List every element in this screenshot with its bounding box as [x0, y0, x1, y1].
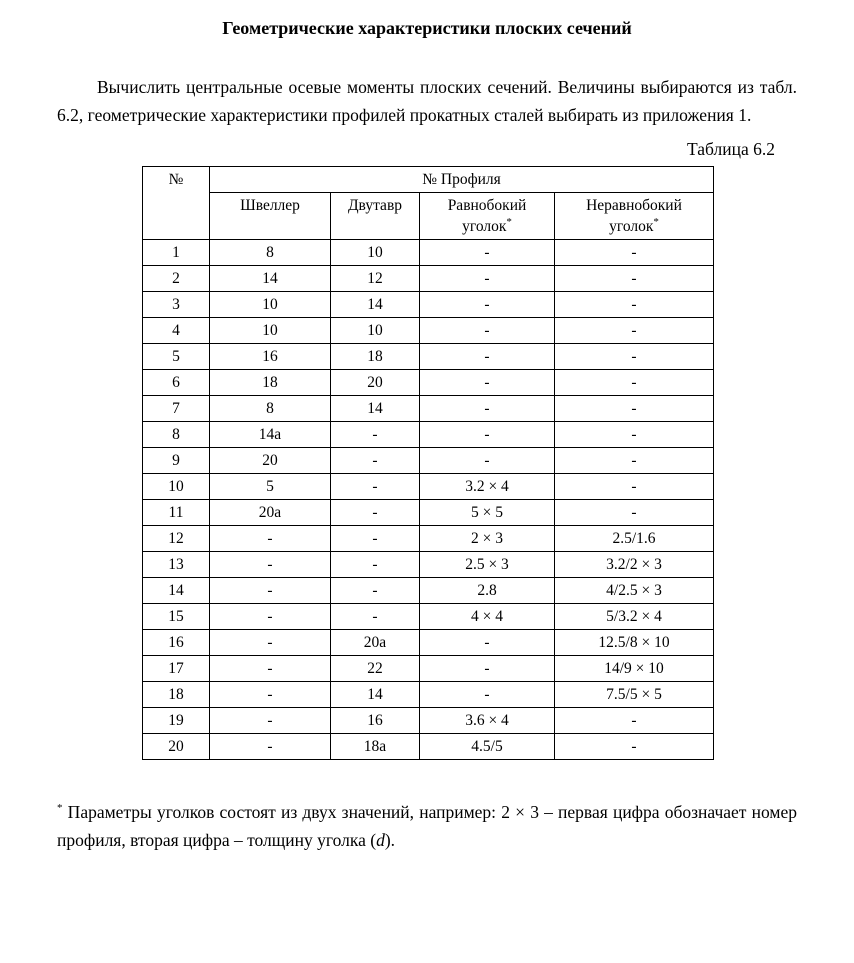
table-cell: 18	[331, 344, 420, 370]
table-row	[143, 266, 714, 292]
table-cell: -	[420, 318, 555, 344]
table-cell: 4.5/5	[420, 734, 555, 760]
table-cell: -	[420, 682, 555, 708]
table-cell: 14/9 × 10	[555, 656, 714, 682]
header-profile-group: № Профиля	[210, 167, 714, 193]
table-cell: -	[555, 500, 714, 526]
footnote-marker-ref: *	[653, 215, 659, 228]
table-cell: 20а	[331, 630, 420, 656]
table-cell: -	[555, 318, 714, 344]
table-row	[143, 604, 714, 630]
table-cell: 14	[210, 266, 331, 292]
table-row	[143, 292, 714, 318]
table-cell: 3.6 × 4	[420, 708, 555, 734]
table-cell: -	[420, 448, 555, 474]
table-cell: 12	[331, 266, 420, 292]
table-cell: 4/2.5 × 3	[555, 578, 714, 604]
table-cell: 14	[143, 578, 210, 604]
table-cell: -	[555, 396, 714, 422]
table-cell: 2	[143, 266, 210, 292]
table-cell: -	[420, 422, 555, 448]
table-cell: 9	[143, 448, 210, 474]
table-cell: 16	[331, 708, 420, 734]
table-cell: 2 × 3	[420, 526, 555, 552]
table-cell: -	[331, 474, 420, 500]
table-cell: -	[331, 422, 420, 448]
table-cell: 3.2/2 × 3	[555, 552, 714, 578]
table-cell: -	[420, 344, 555, 370]
header-ravnobokiy-ugolok	[420, 193, 555, 240]
footnote-marker-ref: *	[506, 215, 512, 228]
table-cell: -	[331, 500, 420, 526]
header-ravnobokiy-line2: уголок*	[462, 215, 512, 235]
table-cell: -	[210, 526, 331, 552]
table-cell: 8	[143, 422, 210, 448]
header-neravnobokiy-ugolok	[555, 193, 714, 240]
table-row	[143, 682, 714, 708]
table-cell: -	[210, 656, 331, 682]
table-cell: 14	[331, 396, 420, 422]
table-row	[143, 656, 714, 682]
table-row	[143, 578, 714, 604]
table-cell: 20	[210, 448, 331, 474]
table-caption: Таблица 6.2	[687, 139, 775, 159]
table-row	[143, 240, 714, 266]
table-cell: -	[210, 682, 331, 708]
table-cell: 2.8	[420, 578, 555, 604]
table-cell: -	[555, 422, 714, 448]
table-cell: -	[420, 396, 555, 422]
table-cell: 5	[210, 474, 331, 500]
header-row-group	[143, 167, 714, 193]
table-cell: 3.2 × 4	[420, 474, 555, 500]
table-cell: 5/3.2 × 4	[555, 604, 714, 630]
table-cell: 14	[331, 682, 420, 708]
footnote-variable: d	[376, 830, 385, 850]
table-cell: -	[210, 630, 331, 656]
table-cell: 15	[143, 604, 210, 630]
intro-paragraph: Вычислить центральные осевые моменты плоских сечений. Величины выбираются из табл. 6.2, геометрические характеристики профилей прокатных сталей выбирать из приложения 1.	[57, 77, 797, 125]
table-cell: -	[555, 474, 714, 500]
table-cell: 12	[143, 526, 210, 552]
table-header	[143, 167, 714, 240]
table-row	[143, 708, 714, 734]
table-cell: -	[210, 734, 331, 760]
table-cell: -	[331, 552, 420, 578]
header-row-columns	[143, 193, 714, 240]
table-cell: 8	[210, 240, 331, 266]
table-cell: 5 × 5	[420, 500, 555, 526]
footnote-marker: *	[57, 802, 63, 815]
table-cell: -	[555, 240, 714, 266]
table-cell: 14	[331, 292, 420, 318]
table-cell: -	[555, 448, 714, 474]
table-row	[143, 318, 714, 344]
table-cell: 10	[143, 474, 210, 500]
header-dvutavr-label: Двутавр	[347, 197, 403, 214]
table-cell: 18а	[331, 734, 420, 760]
table-cell: 20	[331, 370, 420, 396]
table-cell: -	[210, 604, 331, 630]
table-cell: 14а	[210, 422, 331, 448]
profiles-table	[142, 166, 714, 760]
table-cell: -	[555, 266, 714, 292]
table-cell: 4	[143, 318, 210, 344]
page-title: Геометрические характеристики плоских сечений	[222, 18, 632, 38]
table-cell: -	[331, 526, 420, 552]
table-row	[143, 344, 714, 370]
table-cell: 20	[143, 734, 210, 760]
footnote-tail: ).	[384, 830, 396, 850]
table-row	[143, 474, 714, 500]
table-cell: 1	[143, 240, 210, 266]
header-no: №	[143, 167, 210, 240]
table-cell: 16	[143, 630, 210, 656]
header-neravnobokiy-line1: Неравнобокий	[586, 197, 682, 214]
table-cell: 4 × 4	[420, 604, 555, 630]
table-cell: 2.5 × 3	[420, 552, 555, 578]
table-cell: 10	[331, 318, 420, 344]
table-cell: 13	[143, 552, 210, 578]
table-cell: 10	[210, 318, 331, 344]
table-row	[143, 370, 714, 396]
table-cell: -	[555, 734, 714, 760]
table-cell: -	[331, 448, 420, 474]
table-row	[143, 630, 714, 656]
table-cell: 22	[331, 656, 420, 682]
table-cell: -	[420, 370, 555, 396]
table-cell: 12.5/8 × 10	[555, 630, 714, 656]
table-cell: 5	[143, 344, 210, 370]
table-cell: 3	[143, 292, 210, 318]
table-row	[143, 422, 714, 448]
table-cell: 17	[143, 656, 210, 682]
header-shveller	[210, 193, 331, 240]
footnote-text: Параметры уголков состоят из двух значений, например: 2 × 3 – первая цифра обозначает номер профиля, вторая цифра – толщину уголка (	[57, 802, 797, 850]
table-cell: 19	[143, 708, 210, 734]
table-cell: -	[555, 292, 714, 318]
header-ravnobokiy-line1: Равнобокий	[447, 197, 527, 214]
table-cell: 11	[143, 500, 210, 526]
table-cell: 2.5/1.6	[555, 526, 714, 552]
table-body	[143, 240, 714, 760]
table-cell: -	[331, 604, 420, 630]
header-shveller-label: Швеллер	[240, 197, 300, 214]
table-cell: 7	[143, 396, 210, 422]
table-row	[143, 396, 714, 422]
table-cell: -	[331, 578, 420, 604]
table-cell: -	[210, 578, 331, 604]
table-cell: 8	[210, 396, 331, 422]
table-cell: 20а	[210, 500, 331, 526]
table-cell: -	[420, 292, 555, 318]
table-row	[143, 448, 714, 474]
table-cell: 16	[210, 344, 331, 370]
table-cell: 10	[210, 292, 331, 318]
table-cell: -	[420, 656, 555, 682]
table-cell: -	[420, 266, 555, 292]
table-cell: 10	[331, 240, 420, 266]
table-cell: 6	[143, 370, 210, 396]
table-cell: -	[555, 344, 714, 370]
table-cell: -	[555, 370, 714, 396]
table-row	[143, 500, 714, 526]
table-row	[143, 734, 714, 760]
table-cell: 18	[210, 370, 331, 396]
table-cell: -	[210, 708, 331, 734]
table-cell: -	[420, 240, 555, 266]
header-dvutavr	[331, 193, 420, 240]
table-cell: -	[420, 630, 555, 656]
header-neravnobokiy-line2: уголок*	[609, 215, 659, 235]
table-cell: -	[555, 708, 714, 734]
table-cell: 18	[143, 682, 210, 708]
table-row	[143, 526, 714, 552]
table-row	[143, 552, 714, 578]
table-cell: 7.5/5 × 5	[555, 682, 714, 708]
table-cell: -	[210, 552, 331, 578]
footnote	[57, 798, 797, 854]
